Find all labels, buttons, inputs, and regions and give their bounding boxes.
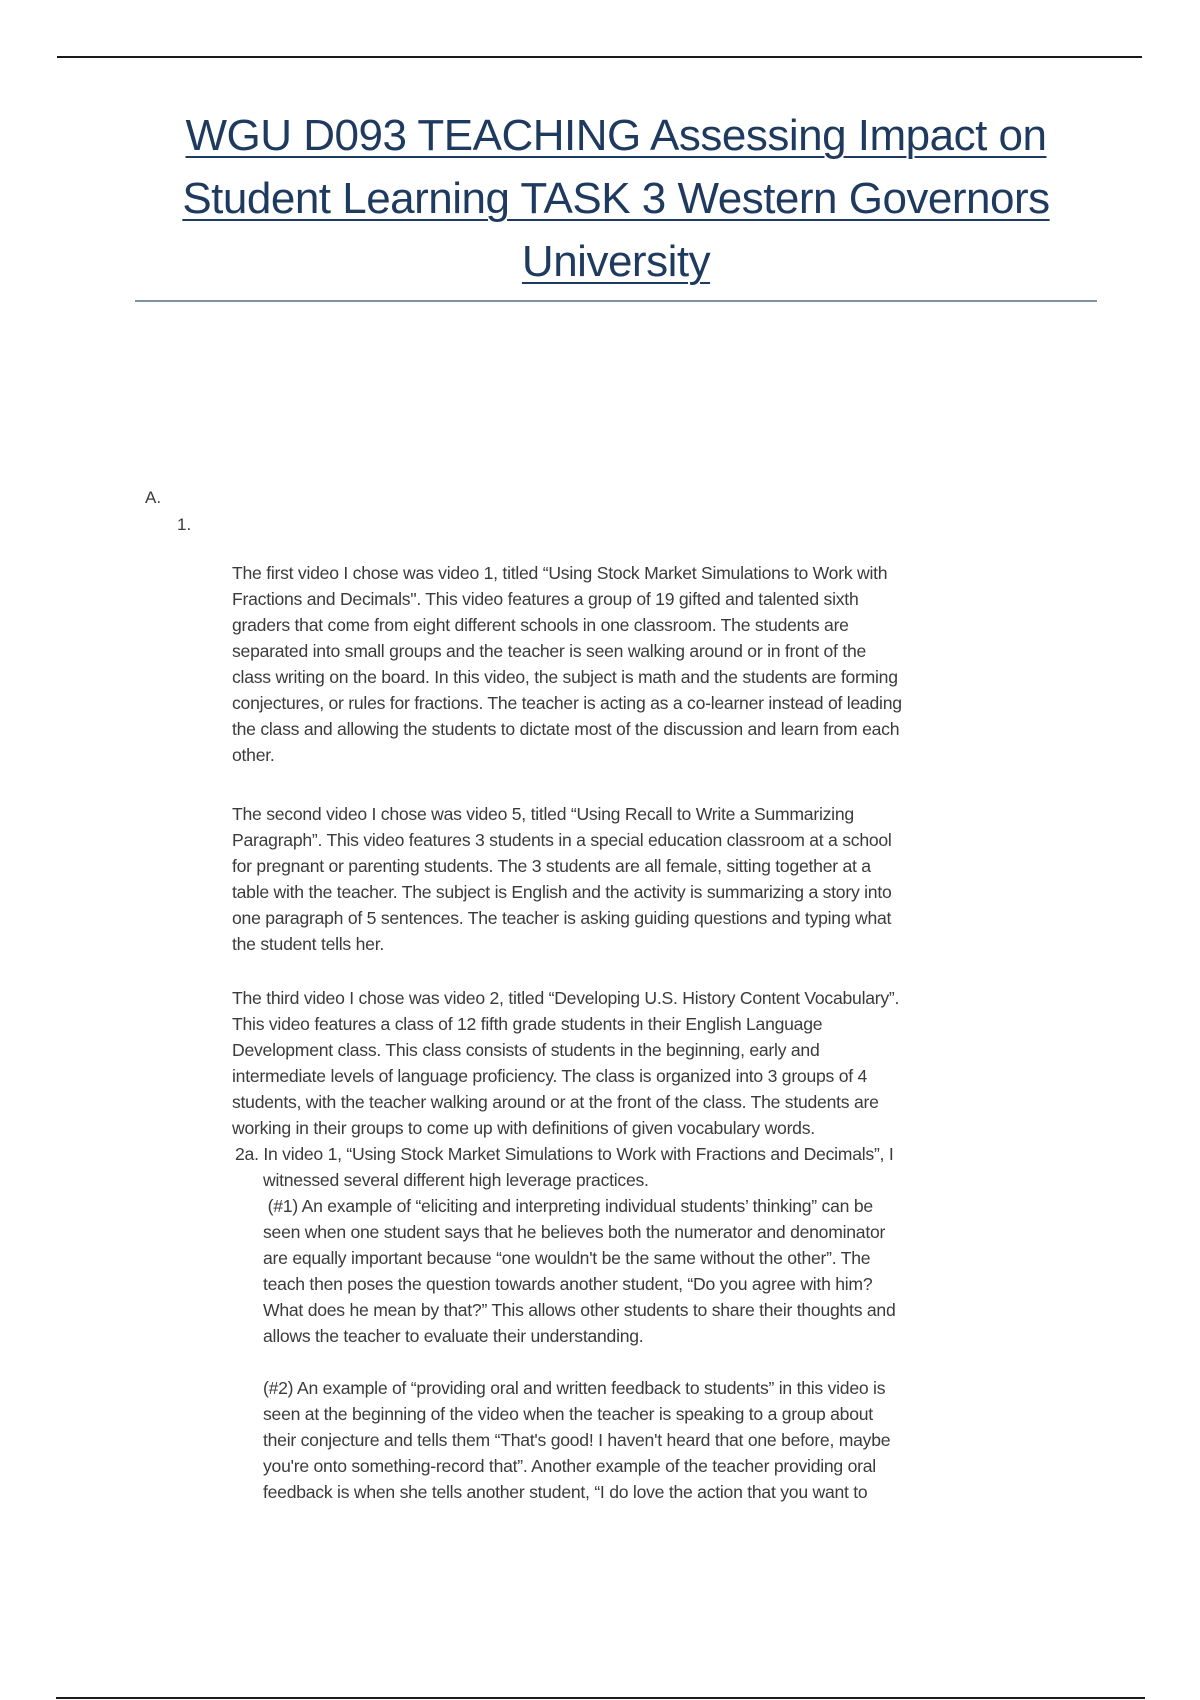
paragraph-video5-intro bbox=[232, 801, 892, 957]
text-line: The third video I chose was video 2, titled “Developing U.S. History Content Vocabulary”. bbox=[232, 988, 900, 1008]
text-line: allows the teacher to evaluate their understanding. bbox=[263, 1326, 644, 1346]
text-line: table with the teacher. The subject is English and the activity is summarizing a story into bbox=[232, 882, 892, 902]
text-line: intermediate levels of language proficiency. The class is organized into 3 groups of 4 bbox=[232, 1066, 868, 1086]
title-text-3: University bbox=[521, 237, 711, 286]
text-line: working in their groups to come up with definitions of given vocabulary words. bbox=[232, 1118, 815, 1138]
paragraph-2a-example-1 bbox=[263, 1167, 895, 1349]
text-line: teach then poses the question towards another student, “Do you agree with him? bbox=[263, 1274, 873, 1294]
page-bottom-rule bbox=[56, 1697, 1145, 1699]
text-line: 2a. In video 1, “Using Stock Market Simulations to Work with Fractions and Decimals”, I bbox=[235, 1144, 894, 1164]
title-separator bbox=[135, 300, 1097, 302]
text-line: Development class. This class consists of students in the beginning, early and bbox=[232, 1040, 820, 1060]
text-line: (#1) An example of “eliciting and interpreting individual students’ thinking” can be bbox=[263, 1196, 873, 1216]
text-line: the student tells her. bbox=[232, 934, 384, 954]
text-line: the class and allowing the students to dictate most of the discussion and learn from each bbox=[232, 719, 900, 739]
text-line: students, with the teacher walking around or at the front of the class. The students are bbox=[232, 1092, 879, 1112]
text-line: their conjecture and tells them “That's good! I haven't heard that one before, maybe bbox=[263, 1430, 891, 1450]
text-line: seen at the beginning of the video when the teacher is speaking to a group about bbox=[263, 1404, 873, 1424]
text-line: class writing on the board. In this video, the subject is math and the students are forming bbox=[232, 667, 898, 687]
title-text-1: WGU D093 TEACHING Assessing Impact on bbox=[185, 111, 1047, 160]
paragraph-2a-example-2 bbox=[263, 1375, 890, 1505]
title-line-1 bbox=[135, 104, 1097, 167]
text-line: other. bbox=[232, 745, 275, 765]
document-title bbox=[135, 104, 1097, 293]
text-line: witnessed several different high leverage practices. bbox=[263, 1170, 649, 1190]
section-marker-a: A. bbox=[145, 488, 162, 507]
paragraph-video1-intro bbox=[232, 560, 902, 768]
title-line-3 bbox=[135, 230, 1097, 293]
text-line: This video features a class of 12 fifth grade students in their English Language bbox=[232, 1014, 823, 1034]
text-line: Paragraph”. This video features 3 students in a special education classroom at a school bbox=[232, 830, 892, 850]
text-line: seen when one student says that he believes both the numerator and denominator bbox=[263, 1222, 886, 1242]
text-line: What does he mean by that?” This allows other students to share their thoughts and bbox=[263, 1300, 896, 1320]
text-line: The second video I chose was video 5, titled “Using Recall to Write a Summarizing bbox=[232, 804, 854, 824]
item-marker-1: 1. bbox=[177, 515, 192, 534]
text-line: you're onto something-record that”. Another example of the teacher providing oral bbox=[263, 1456, 876, 1476]
text-line: graders that come from eight different schools in one classroom. The students are bbox=[232, 615, 849, 635]
text-line: separated into small groups and the teacher is seen walking around or in front of the bbox=[232, 641, 867, 661]
page-top-rule bbox=[57, 56, 1142, 58]
title-line-2 bbox=[135, 167, 1097, 230]
title-text-2: Student Learning TASK 3 Western Governors bbox=[182, 174, 1050, 223]
text-line: (#2) An example of “providing oral and written feedback to students” in this video is bbox=[263, 1378, 886, 1398]
section-2a-heading-line bbox=[235, 1141, 893, 1167]
text-line: feedback is when she tells another student, “I do love the action that you want to bbox=[263, 1482, 868, 1502]
text-line: conjectures, or rules for fractions. The teacher is acting as a co-learner instead of leading bbox=[232, 693, 902, 713]
text-line: Fractions and Decimals". This video features a group of 19 gifted and talented sixth bbox=[232, 589, 859, 609]
paragraph-video2-intro bbox=[232, 985, 899, 1141]
text-line: are equally important because “one wouldn't be the same without the other”. The bbox=[263, 1248, 871, 1268]
text-line: one paragraph of 5 sentences. The teacher is asking guiding questions and typing what bbox=[232, 908, 892, 928]
text-line: for pregnant or parenting students. The 3 students are all female, sitting together at a bbox=[232, 856, 871, 876]
text-line: The first video I chose was video 1, titled “Using Stock Market Simulations to Work with bbox=[232, 563, 888, 583]
